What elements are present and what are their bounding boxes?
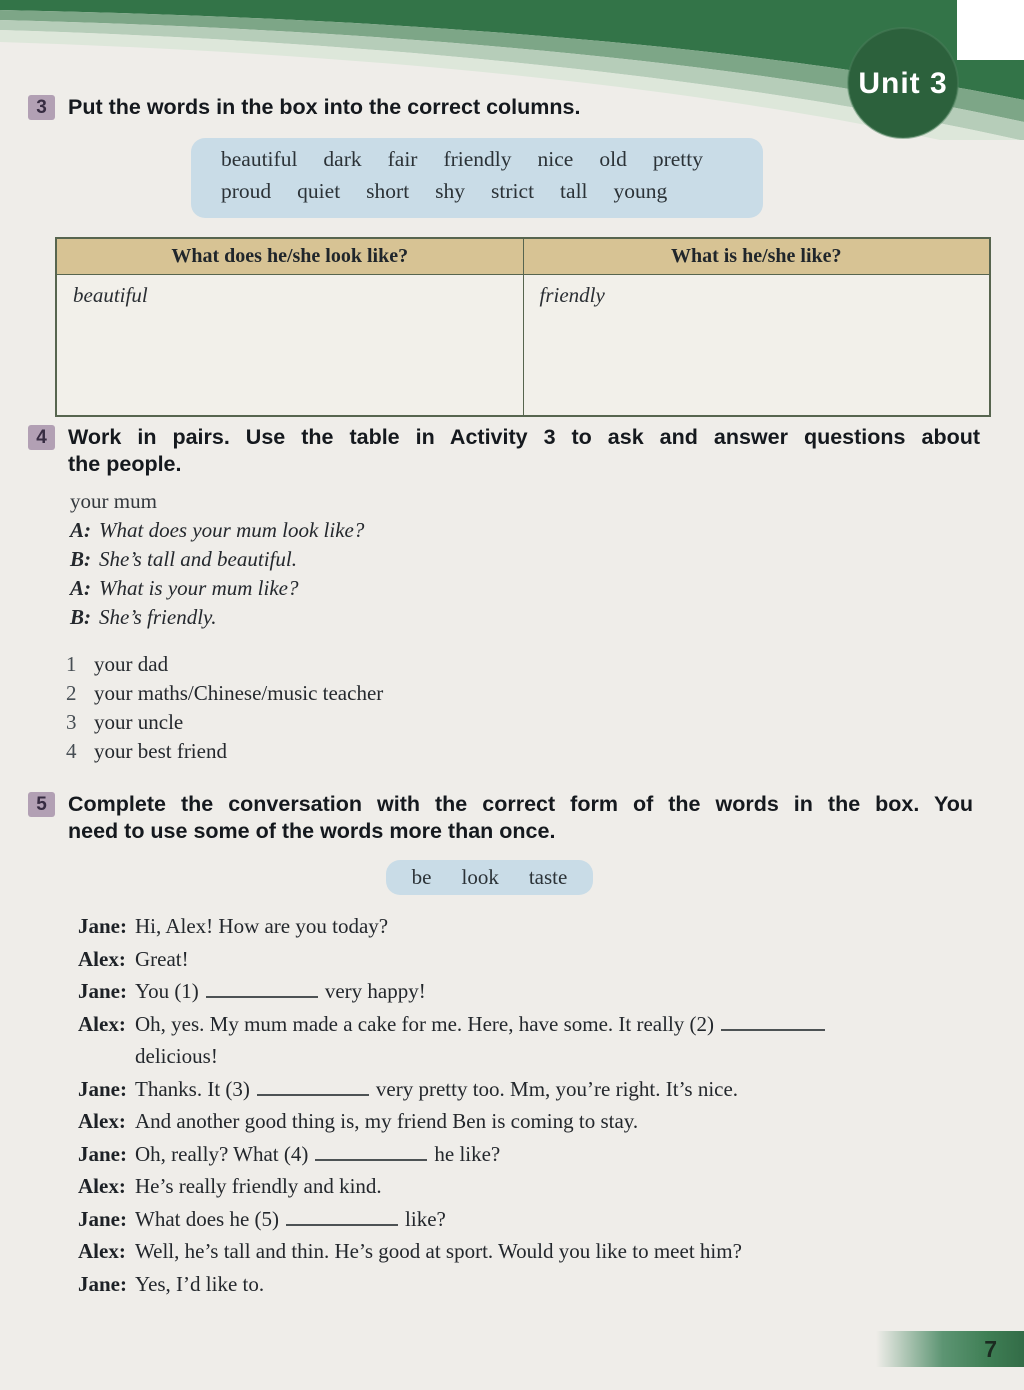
dialogue-text	[135, 1078, 986, 1100]
speaker-label: Alex:	[78, 1174, 126, 1198]
activity3-heading	[28, 94, 748, 121]
list-item-text: your dad	[94, 652, 169, 676]
speaker-label: B:	[70, 547, 91, 571]
list-item	[66, 740, 383, 762]
fill-in-blank-3	[257, 1079, 369, 1096]
unit-badge-label: Unit 3	[858, 67, 948, 100]
example-text: She’s tall and beautiful.	[99, 547, 297, 571]
activity4-prompt-list	[66, 653, 383, 769]
word: proud	[221, 179, 272, 203]
activity5-word-box	[386, 860, 593, 895]
text-after-blank: he like?	[434, 1141, 501, 1166]
activity3-word-box	[191, 138, 763, 218]
list-item	[66, 682, 383, 704]
table-header-look-like: What does he/she look like?	[56, 238, 523, 275]
activity5-conversation	[78, 915, 986, 1305]
dialogue-text: delicious!	[135, 1044, 218, 1068]
speaker-label: Alex:	[78, 946, 126, 971]
dialogue-line	[78, 1273, 986, 1295]
dialogue-text: He’s really friendly and kind.	[135, 1174, 382, 1198]
dialogue-line	[78, 1013, 986, 1035]
activity4-heading	[28, 424, 980, 478]
dialogue-text: Great!	[135, 946, 189, 971]
dialogue-text	[135, 980, 986, 1002]
word-box-row	[221, 179, 763, 204]
fill-in-blank-2	[721, 1014, 825, 1031]
dialogue-text: Hi, Alex! How are you today?	[135, 914, 389, 938]
table-row	[56, 275, 990, 417]
activity4-example-dialogue	[70, 490, 364, 635]
word: friendly	[443, 147, 512, 171]
list-item-number: 4	[66, 739, 77, 763]
dialogue-line	[78, 1143, 986, 1165]
dialogue-line	[78, 915, 986, 937]
example-text: What does your mum look like?	[99, 518, 365, 542]
list-item	[66, 653, 383, 675]
activity4-title-line1: Work in pairs. Use the table in Activity 3 to ask and answer questions about	[68, 425, 980, 449]
word: nice	[537, 147, 574, 171]
activity3-number-badge: 3	[28, 95, 55, 120]
dialogue-line	[78, 1175, 986, 1197]
dialogue-text: Well, he’s tall and thin. He’s good at sport. Would you like to meet him?	[135, 1239, 742, 1263]
dialogue-line	[78, 948, 986, 970]
word: beautiful	[221, 147, 298, 171]
text-after-blank: like?	[405, 1206, 446, 1231]
dialogue-line	[78, 1110, 986, 1132]
activity3-title: Put the words in the box into the correct columns.	[68, 95, 581, 119]
speaker-label: B:	[70, 605, 91, 629]
text-after-blank: very pretty too. Mm, you’re right. It’s nice.	[375, 1076, 739, 1101]
table-header-row	[56, 238, 990, 275]
scan-corner-notch	[957, 0, 1024, 60]
speaker-label: Jane:	[78, 1076, 127, 1101]
dialogue-text	[135, 1143, 986, 1165]
word: taste	[528, 865, 568, 889]
speaker-label: Jane:	[78, 979, 127, 1003]
list-item-text: your uncle	[94, 710, 184, 734]
dialogue-line	[78, 1208, 986, 1230]
list-item-text: your maths/Chinese/music teacher	[94, 681, 384, 705]
dialogue-line	[78, 1078, 986, 1100]
word: strict	[491, 179, 535, 203]
list-item-number: 3	[66, 710, 77, 734]
word: dark	[323, 147, 362, 171]
dialogue-line	[78, 1240, 986, 1262]
text-before-blank: Oh, yes. My mum made a cake for me. Here, have some. It really (2)	[135, 1011, 715, 1036]
list-item-number: 1	[66, 652, 77, 676]
dialogue-text	[135, 1013, 986, 1035]
speaker-label: Alex:	[78, 1011, 126, 1036]
example-line	[70, 606, 364, 628]
example-line	[70, 548, 364, 570]
word: pretty	[652, 147, 703, 171]
speaker-label: Jane:	[78, 1141, 127, 1166]
word: young	[613, 179, 668, 203]
activity3-table	[55, 237, 991, 417]
page-number: 7	[984, 1335, 997, 1362]
word: short	[366, 179, 410, 203]
speaker-label: Jane:	[78, 1206, 127, 1231]
text-before-blank: You (1)	[135, 979, 199, 1003]
dialogue-text: And another good thing is, my friend Ben is coming to stay.	[135, 1109, 639, 1133]
fill-in-blank-5	[286, 1209, 398, 1226]
speaker-label	[78, 1045, 135, 1067]
dialogue-line	[78, 980, 986, 1002]
text-after-blank: very happy!	[324, 979, 426, 1003]
word: quiet	[297, 179, 341, 203]
speaker-label: Jane:	[78, 914, 127, 938]
word: be	[411, 865, 432, 889]
dialogue-text: Yes, I’d like to.	[135, 1271, 265, 1296]
speaker-label: Alex:	[78, 1239, 126, 1263]
text-before-blank: Thanks. It (3)	[135, 1076, 250, 1101]
fill-in-blank-4	[315, 1144, 427, 1161]
speaker-label: Alex:	[78, 1109, 126, 1133]
activity5-heading	[28, 791, 973, 845]
table-cell-is-like: friendly	[523, 275, 990, 417]
unit-badge	[848, 28, 958, 138]
speaker-label: Jane:	[78, 1271, 127, 1296]
text-before-blank: What does he (5)	[135, 1206, 280, 1231]
example-text: She’s friendly.	[99, 605, 217, 629]
footer-page-bar	[876, 1331, 1024, 1367]
dialogue-line-continuation	[78, 1045, 986, 1067]
word: tall	[560, 179, 588, 203]
list-item-text: your best friend	[94, 739, 227, 763]
table-header-is-like: What is he/she like?	[523, 238, 990, 275]
text-before-blank: Oh, really? What (4)	[135, 1141, 309, 1166]
word: old	[599, 147, 627, 171]
example-line	[70, 577, 364, 599]
example-line	[70, 519, 364, 541]
example-topic: your mum	[70, 489, 157, 513]
word: shy	[435, 179, 466, 203]
word: look	[461, 865, 499, 889]
activity4-number-badge: 4	[28, 425, 55, 450]
list-item	[66, 711, 383, 733]
dialogue-text	[135, 1208, 986, 1230]
fill-in-blank-1	[206, 981, 318, 998]
activity5-title-line2: need to use some of the words more than once.	[68, 819, 556, 843]
activity5-number-badge: 5	[28, 792, 55, 817]
list-item-number: 2	[66, 681, 77, 705]
activity4-title-line2: the people.	[68, 452, 182, 476]
word: fair	[387, 147, 418, 171]
activity5-title	[68, 791, 973, 845]
word-box-row	[221, 147, 763, 172]
activity4-title	[68, 424, 980, 478]
activity5-title-line1: Complete the conversation with the correct form of the words in the box. You	[68, 792, 973, 816]
table-cell-look-like: beautiful	[56, 275, 523, 417]
example-text: What is your mum like?	[99, 576, 299, 600]
speaker-label: A:	[70, 576, 91, 600]
speaker-label: A:	[70, 518, 91, 542]
